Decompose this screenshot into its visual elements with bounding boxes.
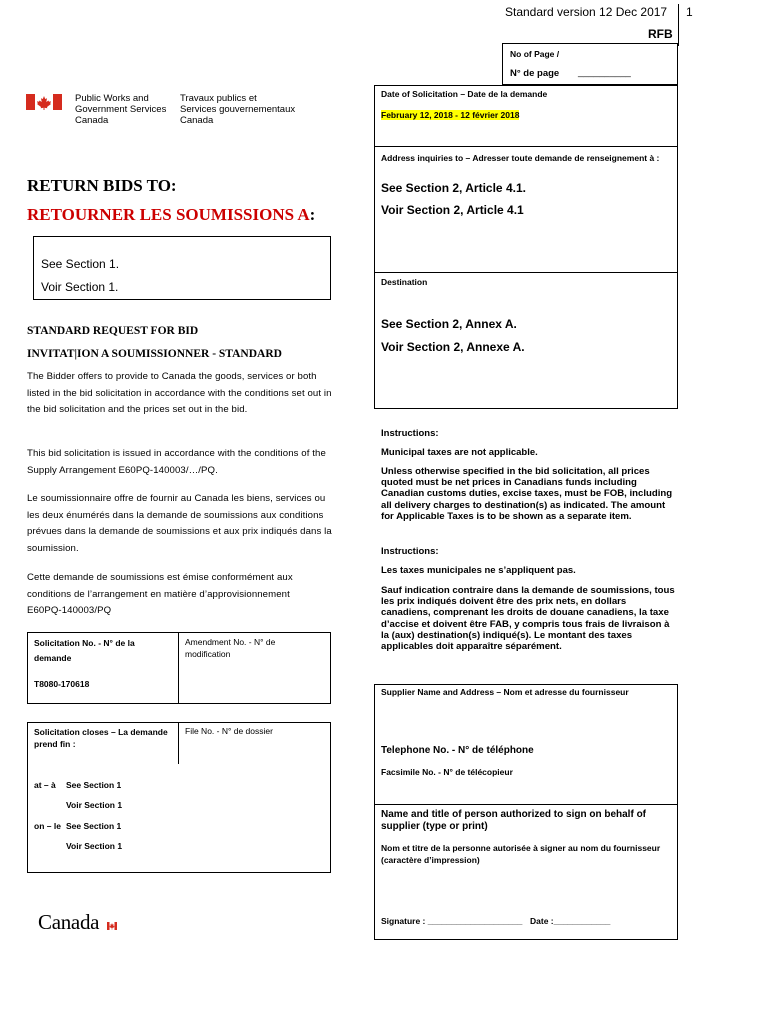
return-bids-line2: Voir Section 1. (41, 280, 119, 294)
solicitation-number-divider (178, 632, 179, 704)
address-inquiries-line2: Voir Section 2, Article 4.1 (381, 203, 524, 217)
facsimile-label: Facsimile No. - N° de télécopieur (381, 767, 513, 777)
de-page-label: N° de page (510, 68, 560, 79)
paragraph-bidder-offers-fr: Le soumissionnaire offre de fournir au Canada les biens, services ou les deux énumérés dans la demande de soumissions aux conditions prévues dans la demande de soumissions et aux prix indiqués dans la soumission. (27, 493, 332, 554)
supplier-name-label: Supplier Name and Address – Nom et adresse du fournisseur (381, 687, 629, 697)
municipal-taxes-en: Municipal taxes are not applicable. (381, 447, 538, 458)
instructions-label-en: Instructions: (381, 428, 439, 439)
solicitation-number-label: Solicitation No. - N° de la demande (34, 638, 135, 663)
canada-flag-icon (26, 94, 62, 110)
wordmark-flag-icon (107, 911, 117, 936)
date-label: Date :____________ (530, 916, 611, 926)
paragraph-supply-arrangement-fr: Cette demande de soumissions est émise conformément aux conditions de l’arrangement en matière d’approvisionnement E60PQ-140003/PQ (27, 572, 293, 616)
destination-divider (374, 272, 678, 273)
solicitation-date-value: February 12, 2018 - 12 février 2018 (381, 110, 520, 120)
version-label: Standard version 12 Dec 2017 (505, 5, 668, 19)
signature-label: Signature : ____________________ (381, 916, 523, 926)
closes-on-label: on – le (34, 821, 61, 831)
paragraph-supply-arrangement-en: This bid solicitation is issued in accordance with the conditions of the Supply Arrangement E60PQ-140003/…/PQ. (27, 448, 326, 476)
standard-request-title-fr: INVITAT|ION A SOUMISSIONNER - STANDARD (27, 348, 282, 360)
return-bids-line1: See Section 1. (41, 257, 120, 271)
closes-on-value-en: See Section 1 (66, 821, 122, 831)
header-divider (678, 4, 679, 46)
solicitation-closes-label: Solicitation closes – La demande prend fin : (34, 727, 168, 749)
file-number-label: File No. - N° de dossier (185, 726, 273, 736)
return-bids-title-fr: RETOURNER LES SOUMISSIONS A: (27, 205, 316, 224)
solicitation-closes-divider (178, 722, 179, 764)
closes-at-label: at – à (34, 780, 56, 790)
paragraph-bidder-offers-en: The Bidder offers to provide to Canada the goods, services or both listed in the bid solicitation in accordance with the conditions set out in the bid solicitation and the prices set out in the bid. (27, 371, 332, 415)
de-page-blank: __________ (578, 67, 631, 78)
telephone-label: Telephone No. - N° de téléphone (381, 745, 534, 756)
destination-line1: See Section 2, Annex A. (381, 317, 517, 331)
standard-request-title-en: STANDARD REQUEST FOR BID (27, 325, 199, 337)
solicitation-date-box (374, 85, 678, 409)
destination-line2: Voir Section 2, Annexe A. (381, 340, 525, 354)
solicitation-number-value: T8080-170618 (34, 679, 90, 689)
page-number: 1 (686, 5, 693, 19)
form-code: RFB (648, 27, 673, 41)
department-name-en: Public Works and Government Services Canada (75, 93, 167, 126)
supplier-divider (374, 804, 678, 805)
date-divider (374, 146, 678, 147)
solicitation-date-label: Date of Solicitation – Date de la demande (381, 89, 548, 99)
canada-wordmark: Canada (38, 910, 99, 935)
municipal-taxes-fr: Les taxes municipales ne s’appliquent pas. (381, 565, 576, 576)
authorized-person-en: Name and title of person authorized to sign on behalf of supplier (type or print) (381, 809, 647, 832)
instructions-body-en: Unless otherwise specified in the bid solicitation, all prices quoted must be net prices in Canadians funds including Canadian customs duties, excise taxes, must be FOB, including all delivery charges to destination(s) as indicated. The amount for Applicable Taxes is to be shown as a separate item. (381, 466, 673, 522)
destination-label: Destination (381, 277, 428, 287)
amendment-number-label: Amendment No. - N° de modification (185, 637, 276, 659)
closes-at-value-en: See Section 1 (66, 780, 122, 790)
address-inquiries-label: Address inquiries to – Adresser toute demande de renseignement à : (381, 153, 660, 163)
instructions-body-fr: Sauf indication contraire dans la demande de soumissions, tous les prix indiqués doivent être des prix nets, en dollars canadiens, comprenant les droits de douane canadiens, la taxe d’accise et doivent être FAB, y compris tous frais de livraison à la (aux) destination(s) indiqué(s). Le montant des taxes applicables doit apparaître séparément. (381, 585, 675, 653)
authorized-person-fr: Nom et titre de la personne autorisée à signer au nom du fournisseur (caractère d’impression) (381, 843, 661, 865)
no-of-page-label: No of Page / (510, 49, 560, 59)
closes-on-value-fr: Voir Section 1 (66, 841, 123, 851)
address-inquiries-line1: See Section 2, Article 4.1. (381, 181, 526, 195)
return-bids-title-en: RETURN BIDS TO: (27, 176, 177, 195)
closes-at-value-fr: Voir Section 1 (66, 800, 123, 810)
department-name-fr: Travaux publics et Services gouvernementaux Canada (180, 93, 296, 126)
instructions-label-fr: Instructions: (381, 546, 439, 557)
